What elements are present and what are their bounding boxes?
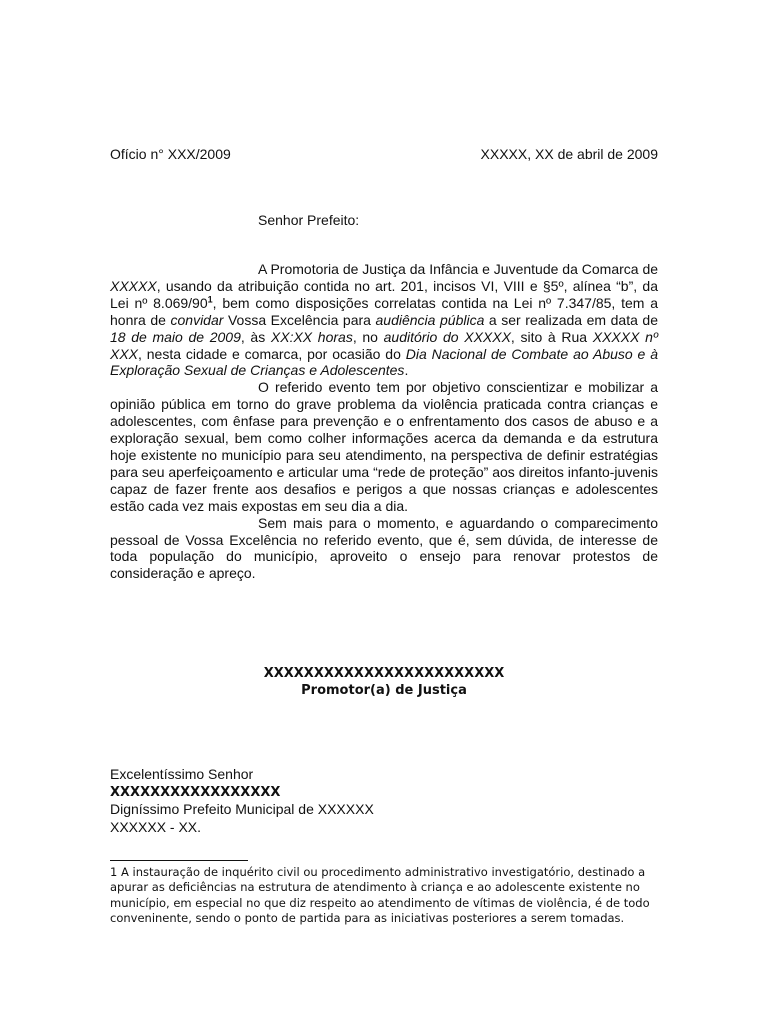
p1-italic-event-name: Dia Nacional de Combate ao Abuso e à Exploração Sexual de Crianças e Adolescentes <box>110 345 658 379</box>
letter-body <box>110 261 658 582</box>
p1-text-7: , no <box>352 328 384 345</box>
paragraph-closing: Sem mais para o momento, e aguardando o comparecimento pessoal de Vossa Excelência no referido evento, que é, sem dúvida, de interesse de toda população do município, aproveito o ensejo para renovar protestos de consideração e apreço. <box>110 514 658 582</box>
signature-title: Promotor(a) de Justiça <box>301 683 467 698</box>
footnote-separator <box>110 860 248 861</box>
paragraph-invitation <box>110 261 658 379</box>
addressee-location: XXXXXX - XX. <box>110 818 202 835</box>
addressee-position: Digníssimo Prefeito Municipal de XXXXXX <box>110 801 374 817</box>
footnote-marker: 1 <box>207 294 213 305</box>
p1-text-4: Vossa Excelência para <box>223 311 376 328</box>
p1-italic-time: XX:XX horas <box>270 328 353 345</box>
p1-text-5: a ser realizada em data de <box>484 311 658 328</box>
signature-name: XXXXXXXXXXXXXXXXXXXXXXXX <box>263 666 505 681</box>
place-date: XXXXX, XX de abril de 2009 <box>480 146 658 162</box>
footnote <box>110 865 658 927</box>
p1-text-6: , às <box>240 328 271 345</box>
addressee-block <box>110 766 374 836</box>
p1-italic-convidar: convidar <box>170 311 224 328</box>
p1-italic-date: 18 de maio de 2009 <box>110 328 241 345</box>
addressee-honorific: Excelentíssimo Senhor <box>110 766 254 782</box>
p1-text-9: , nesta cidade e comarca, por ocasião do <box>138 345 406 362</box>
p1-italic-venue: auditório do XXXXX <box>383 328 511 345</box>
p1-italic-address: XXXXX nº XXX <box>110 328 658 362</box>
p1-text-3: , bem como disposições correlatas contida na Lei nº 7.347/85, tem a honra de <box>110 294 658 328</box>
office-reference: Ofício n° XXX/2009 <box>110 146 231 162</box>
p1-text-1: A Promotoria de Justiça da Infância e Juventude da Comarca de <box>258 261 659 277</box>
p1-text-8: , sito à Rua <box>510 328 593 345</box>
paragraph-objective: O referido evento tem por objetivo conscientizar e mobilizar a opinião pública em torno do grave problema da violência praticada contra crianças e adolescentes, com ênfase para prevenção e o enfrentamento dos casos de abuso e a exploração sexual, bem como colher informações acerca da demanda e da estrutura hoje existente no município para seu atendimento, na perspectiva de definir estratégias para seu aperfeiçoamento e articular uma “rede de proteção” aos direitos infanto-juvenis capaz de fazer frente aos desafios e perigos a que nossas crianças e adolescentes estão cada vez mais expostas em seu dia a dia. <box>110 379 658 514</box>
footnote-text: 1 A instauração de inquérito civil ou procedimento administrativo investigatório, destinado a apurar as deficiências na estrutura de atendimento à criança e ao adolescente existente no município, em especial no que diz respeito ao atendimento de vítimas de violência, é de todo conveninente, sendo o ponto de partida para as iniciativas posteriores a serem tomadas. <box>110 865 650 926</box>
p1-text-2: , usando da atribuição contida no art. 201, incisos VI, VIII e §5º, alínea “b”, da Lei nº 8.069/90 <box>110 277 658 311</box>
p1-italic-comarca: XXXXX <box>110 277 157 294</box>
signature-block <box>110 665 658 699</box>
salutation: Senhor Prefeito: <box>258 212 360 228</box>
letter-header <box>110 145 658 163</box>
p1-italic-audiencia: audiência pública <box>375 311 485 328</box>
p1-text-10: . <box>404 362 409 379</box>
addressee-name: XXXXXXXXXXXXXXXXX <box>110 784 281 800</box>
